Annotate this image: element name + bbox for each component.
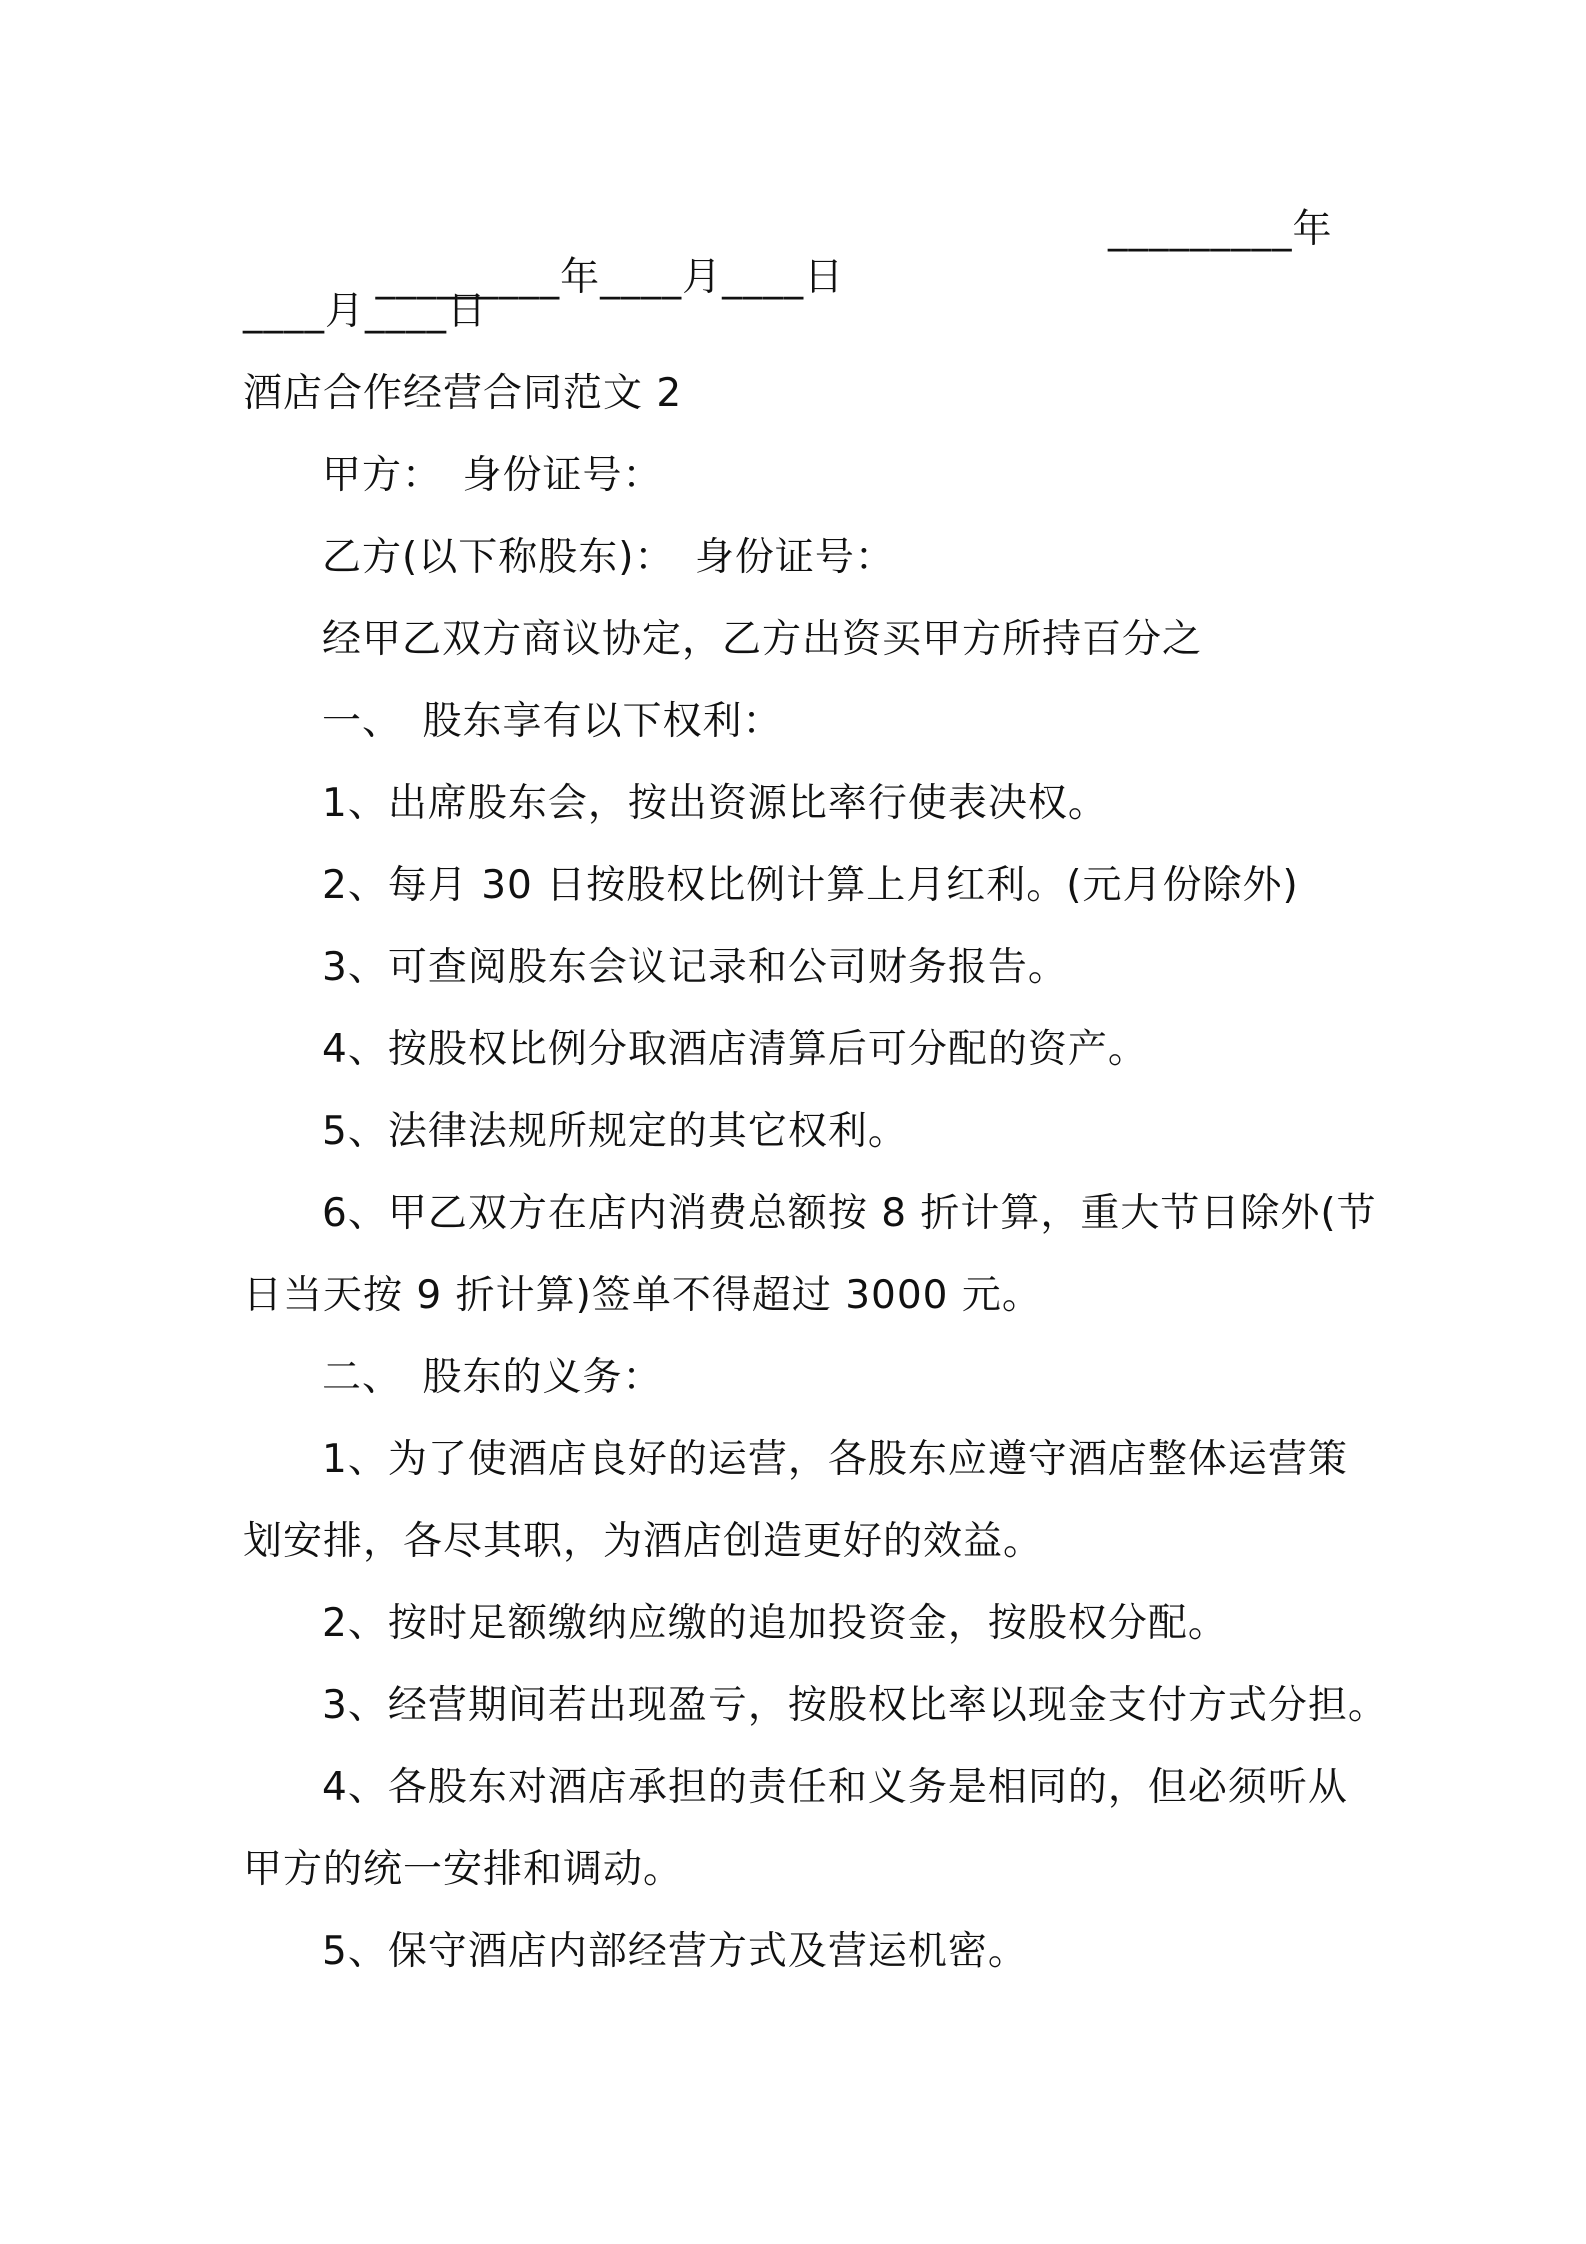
section2-item-5: 5、保守酒店内部经营方式及营运机密。 [322, 1929, 1028, 1974]
section1-item-3: 3、可查阅股东会议记录和公司财务报告。 [322, 945, 1068, 990]
party-b-line: 乙方(以下称股东)： 身份证号： [322, 535, 895, 580]
section1-item-2: 2、每月 30 日按股权比例计算上月红利。(元月份除外) [322, 863, 1299, 908]
section2-item-4-line1: 4、各股东对酒店承担的责任和义务是相同的，但必须听从 [322, 1765, 1348, 1810]
section2-heading: 二、 股东的义务： [322, 1355, 663, 1400]
section2-item-1-line2: 划安排，各尽其职，为酒店创造更好的效益。 [243, 1519, 1044, 1564]
party-a-line: 甲方： 身份证号： [322, 453, 663, 498]
section1-item-5: 5、法律法规所规定的其它权利。 [322, 1109, 908, 1154]
date-continuation: ____月____日 [243, 289, 488, 334]
document-title: 酒店合作经营合同范文 2 [243, 371, 683, 416]
section2-item-4-line2: 甲方的统一安排和调动。 [243, 1847, 684, 1892]
section1-item-6-line1: 6、甲乙双方在店内消费总额按 8 折计算，重大节日除外(节 [322, 1191, 1377, 1236]
intro-paragraph: 经甲乙双方商议协定，乙方出资买甲方所持百分之 [322, 617, 1203, 662]
section2-item-1-line1: 1、为了使酒店良好的运营，各股东应遵守酒店整体运营策 [322, 1437, 1348, 1482]
section1-item-6-line2: 日当天按 9 折计算)签单不得超过 3000 元。 [243, 1273, 1042, 1318]
section1-heading: 一、 股东享有以下权利： [322, 699, 783, 744]
section2-item-3: 3、经营期间若出现盈亏，按股权比率以现金支付方式分担。 [322, 1683, 1388, 1728]
date-left: _________年____月____日 [375, 255, 845, 300]
section1-item-1: 1、出席股东会，按出资源比率行使表决权。 [322, 781, 1108, 826]
date-right: _________年 [1108, 207, 1333, 252]
section1-item-4: 4、按股权比例分取酒店清算后可分配的资产。 [322, 1027, 1148, 1072]
section2-item-2: 2、按时足额缴纳应缴的追加投资金，按股权分配。 [322, 1601, 1228, 1646]
